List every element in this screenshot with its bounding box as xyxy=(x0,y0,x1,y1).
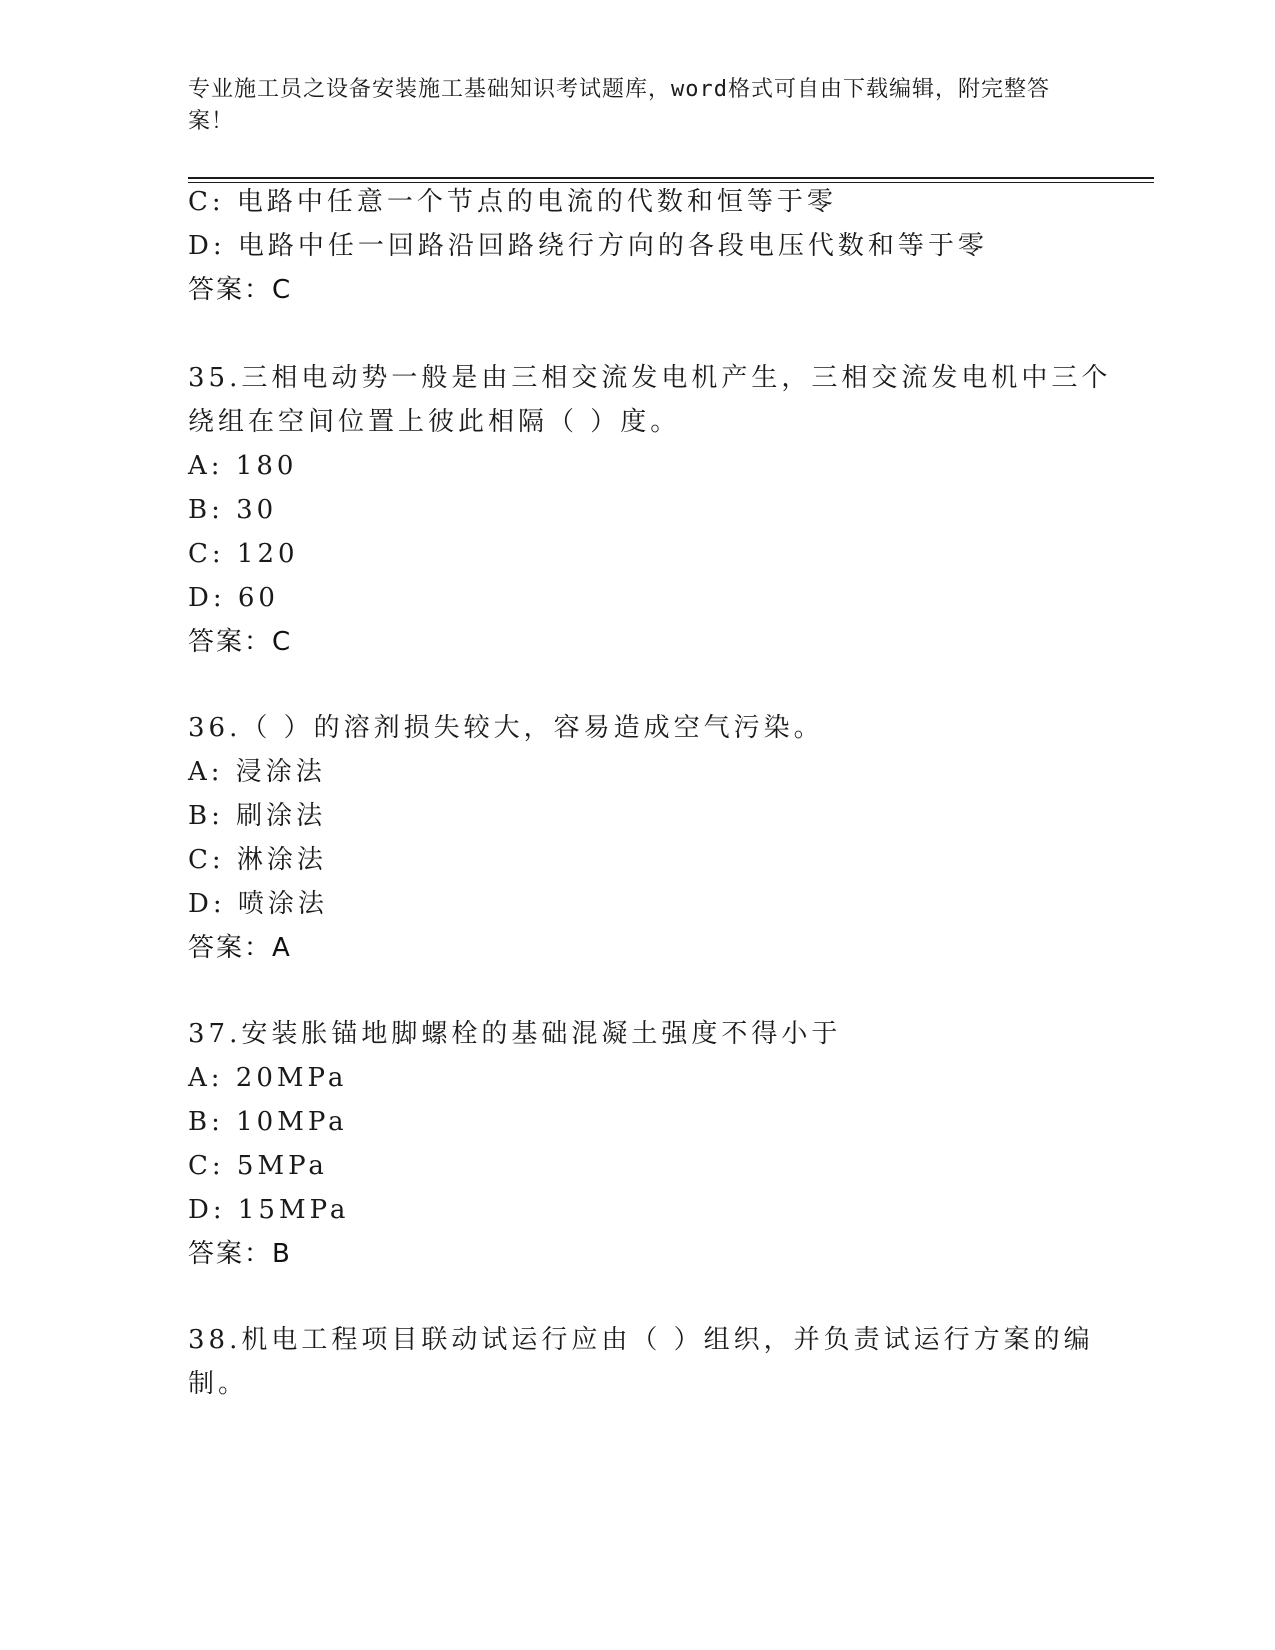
q38-stem-line-2: 制。 xyxy=(188,1369,249,1399)
q36-option-a: A: 浸涂法 xyxy=(188,757,326,787)
q37-option-c: C: 5MPa xyxy=(188,1151,328,1181)
q35-option-c: C: 120 xyxy=(188,539,299,569)
q35-answer: 答案：C xyxy=(188,627,293,657)
q38-stem-line-1: 38.机电工程项目联动试运行应由（ ）组织，并负责试运行方案的编 xyxy=(188,1325,1094,1355)
q36-answer: 答案：A xyxy=(188,933,292,963)
q37-option-a: A: 20MPa xyxy=(188,1063,348,1093)
q35-option-a: A: 180 xyxy=(188,451,298,481)
q34-answer: 答案：C xyxy=(188,275,293,305)
q34-option-c: C: 电路中任意一个节点的电流的代数和恒等于零 xyxy=(188,187,837,217)
header-divider-thick xyxy=(188,177,1154,179)
q36-option-c: C: 淋涂法 xyxy=(188,845,327,875)
q35-stem-line-2: 绕组在空间位置上彼此相隔（ ）度。 xyxy=(188,407,681,437)
q36-option-d: D: 喷涂法 xyxy=(188,889,328,919)
q37-option-d: D: 15MPa xyxy=(188,1195,350,1225)
q37-option-b: B: 10MPa xyxy=(188,1107,348,1137)
document-header: 专业施工员之设备安装施工基础知识考试题库，word格式可自由下载编辑，附完整答案！ xyxy=(188,77,1050,134)
q35-option-d: D: 60 xyxy=(188,583,279,613)
q35-stem-line-1: 35.三相电动势一般是由三相交流发电机产生，三相交流发电机中三个 xyxy=(188,363,1112,393)
q37-answer: 答案：B xyxy=(188,1239,292,1269)
q36-stem: 36.（ ）的溶剂损失较大，容易造成空气污染。 xyxy=(188,713,824,743)
q34-option-d: D: 电路中任一回路沿回路绕行方向的各段电压代数和等于零 xyxy=(188,231,988,261)
q36-option-b: B: 刷涂法 xyxy=(188,801,327,831)
q35-option-b: B: 30 xyxy=(188,495,278,525)
q37-stem: 37.安装胀锚地脚螺栓的基础混凝土强度不得小于 xyxy=(188,1019,842,1049)
